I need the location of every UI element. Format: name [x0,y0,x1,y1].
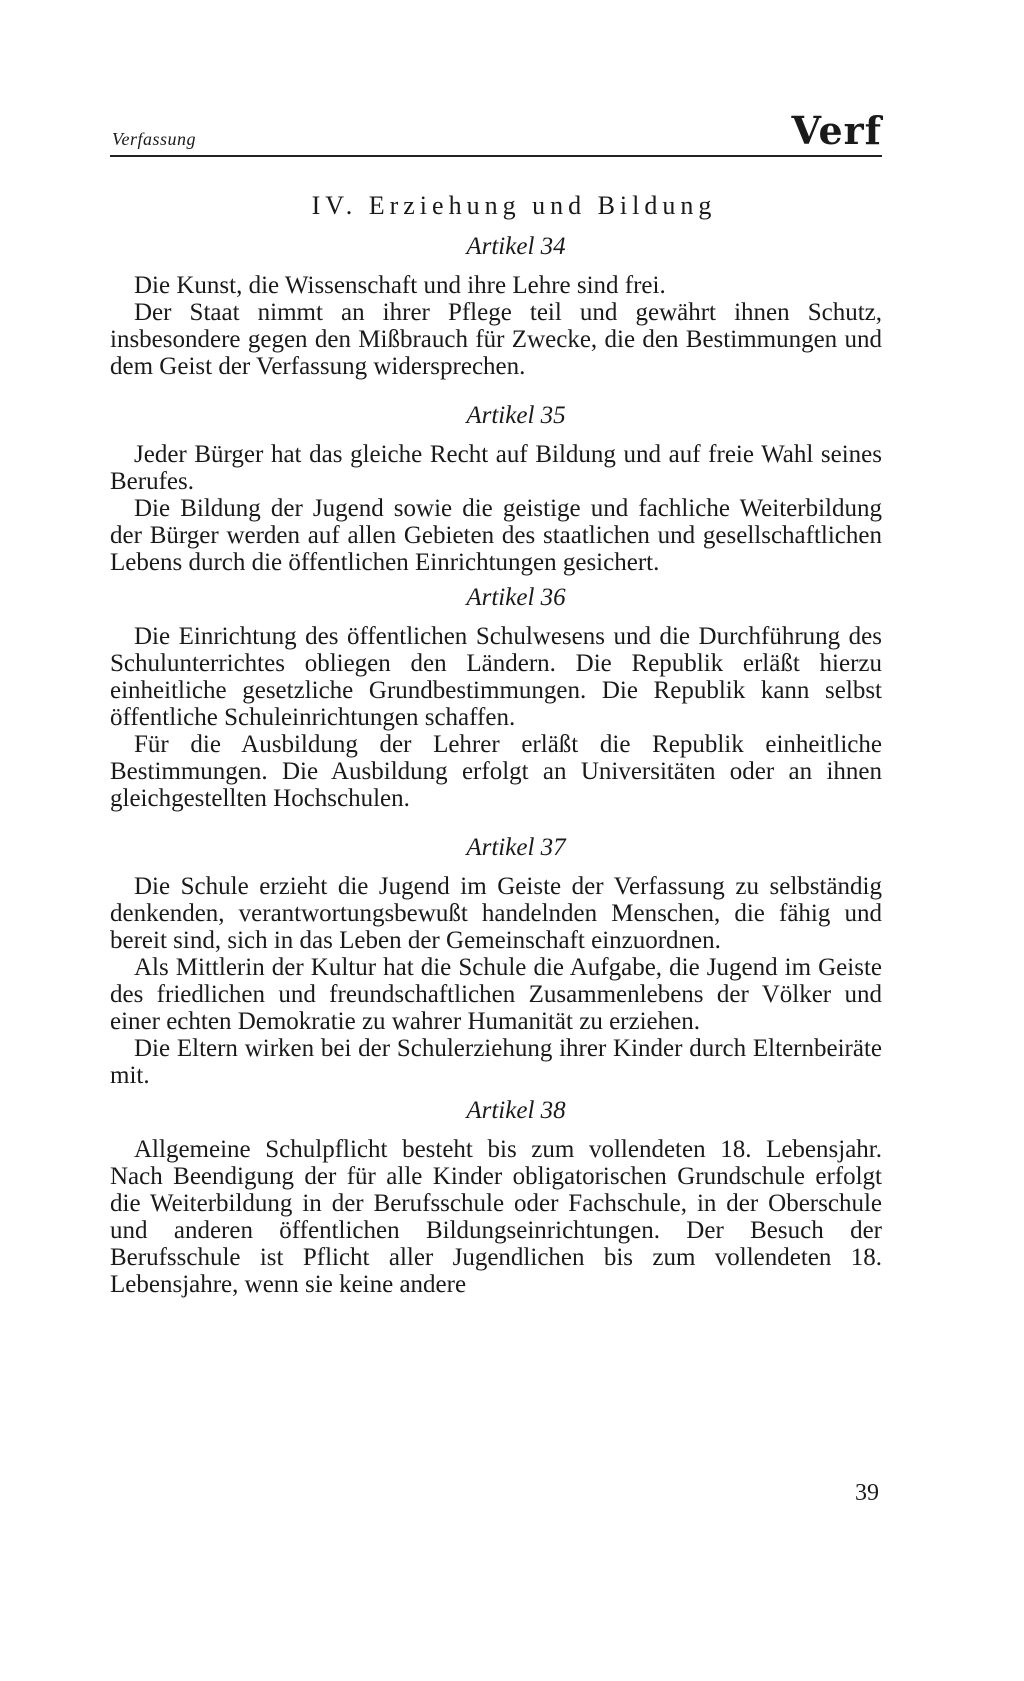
article-37 [110,834,882,1089]
page-number: 39 [855,1480,879,1506]
running-head [110,105,882,157]
article-38 [110,1097,882,1298]
article-paragraph: Die Einrichtung des öffentlichen Schulwesens und die Durchführung des Schulunterrichtes obliegen den Ländern. Die Republik erläßt hierzu einheitliche gesetzliche Grundbestimmungen. Die Republik kann selbst öffentliche Schuleinrichtungen schaffen. [110,623,882,731]
article-35 [110,402,882,576]
article-heading: Artikel 36 [466,584,566,611]
article-paragraph: Die Eltern wirken bei der Schulerziehung ihrer Kinder durch Elternbeiräte mit. [110,1035,882,1089]
article-heading: Artikel 37 [466,834,566,861]
section-title: IV. Erziehung und Bildung [311,191,717,220]
article-34 [110,233,882,380]
article-paragraph: Der Staat nimmt an ihrer Pflege teil und gewährt ihnen Schutz, insbesondere gegen den Mißbrauch für Zwecke, die den Bestimmungen und dem Geist der Verfassung widersprechen. [110,299,882,380]
article-paragraph: Für die Ausbildung der Lehrer erläßt die Republik einheitliche Bestimmungen. Die Ausbildung erfolgt an Universitäten oder an ihnen gleichgestellten Hochschulen. [110,731,882,812]
article-heading: Artikel 35 [466,402,566,429]
article-paragraph: Die Schule erzieht die Jugend im Geiste der Verfassung zu selbständig denkenden, verantwortungsbewußt handelnden Menschen, die fähig und bereit sind, sich in das Leben der Gemeinschaft einzuordnen. [110,873,882,954]
running-head-keyword: Verf [791,108,882,153]
article-paragraph: Als Mittlerin der Kultur hat die Schule die Aufgabe, die Jugend im Geiste des friedlichen und freundschaftlichen Zusammenlebens der Völker und einer echten Demokratie zu wahrer Humanität zu erziehen. [110,954,882,1035]
article-paragraph: Die Bildung der Jugend sowie die geistige und fachliche Weiterbildung der Bürger werden auf allen Gebieten des staatlichen und gesellschaftlichen Lebens durch die öffentlichen Einrichtungen gesichert. [110,495,882,576]
article-paragraph: Allgemeine Schulpflicht besteht bis zum vollendeten 18. Lebensjahr. Nach Beendigung der für alle Kinder obligatorischen Grundschule erfolgt die Weiterbildung in der Berufsschule oder Fachschule, in der Oberschule und anderen öffentlichen Bildungseinrichtungen. Der Besuch der Berufsschule ist Pflicht aller Jugendlichen bis zum vollendeten 18. Lebensjahre, wenn sie keine andere [110,1136,882,1298]
page-content [110,192,882,1320]
article-heading: Artikel 38 [466,1097,566,1124]
article-paragraph: Die Kunst, die Wissenschaft und ihre Lehre sind frei. [134,272,666,299]
article-heading: Artikel 34 [466,233,566,260]
running-head-section: Verfassung [112,129,197,149]
article-paragraph: Jeder Bürger hat das gleiche Recht auf Bildung und auf freie Wahl seines Berufes. [110,441,882,495]
article-36 [110,584,882,812]
